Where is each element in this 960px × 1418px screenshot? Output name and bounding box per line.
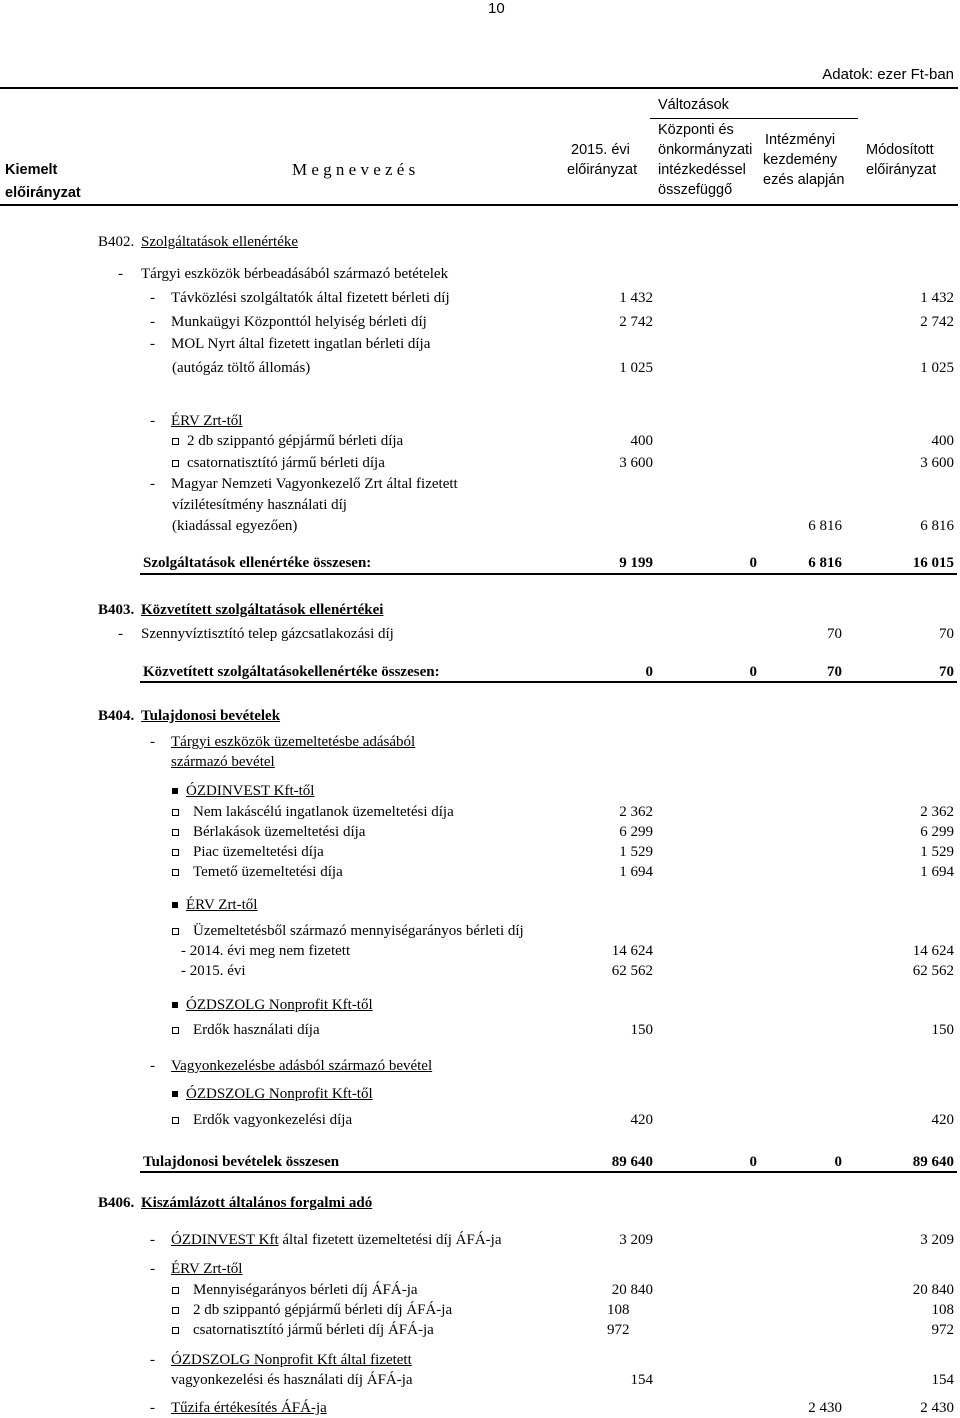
amount-2015: 0 [645, 664, 653, 680]
amount-modified: 1 432 [920, 290, 954, 306]
item-label: Erdők vagyonkezelési díja [193, 1112, 353, 1128]
item-label-rest: által fizetett üzemeltetési díj ÁFÁ-ja [278, 1232, 502, 1248]
line-item [0, 843, 960, 861]
hollow-square-bullet-icon [172, 849, 179, 856]
header-text: előirányzat [5, 185, 81, 201]
amount-modified: 16 015 [912, 555, 954, 571]
filled-square-bullet-icon [172, 1091, 178, 1097]
line-item [0, 823, 960, 841]
line-item [0, 996, 960, 1014]
amount-2015: 420 [630, 1112, 653, 1128]
item-label: Üzemeltetésből származó mennyiségarányos bérleti díj [193, 923, 524, 939]
dash: - [150, 314, 155, 330]
amount-institutional: 70 [827, 626, 842, 642]
item-label: vízilétesítmény használati díj [172, 497, 347, 513]
item-label: Vagyonkezelésbe adásból származó bevétel [171, 1058, 433, 1074]
line-item [0, 922, 960, 940]
amount-central: 0 [749, 555, 757, 571]
dash: - [118, 626, 123, 642]
amount-modified: 2 362 [920, 804, 954, 820]
amount-2015: 1 025 [619, 360, 653, 376]
line-item [0, 1351, 960, 1369]
item-label [171, 1231, 501, 1249]
item-label: Szennyvíztisztító telep gázcsatlakozási díj [141, 626, 394, 642]
dash: - [150, 413, 155, 429]
item-label: (kiadással egyezően) [172, 518, 298, 534]
line-item [0, 289, 960, 307]
item-label: Tűzifa értékesítés ÁFÁ-ja [171, 1400, 327, 1416]
hollow-square-bullet-icon [172, 869, 179, 876]
dash: - [150, 1232, 155, 1248]
section-title: Szolgáltatások ellenértéke [141, 234, 299, 250]
amount-modified: 89 640 [912, 1154, 954, 1170]
item-label: ÉRV Zrt-től [171, 413, 243, 429]
header-text: előirányzat [567, 162, 638, 178]
item-label: Temető üzemeltetési díja [193, 864, 343, 880]
hollow-square-bullet-icon [172, 1307, 179, 1314]
line-item [0, 432, 960, 450]
item-label: Mennyiségarányos bérleti díj ÁFÁ-ja [193, 1282, 418, 1298]
amount-modified: 420 [931, 1112, 954, 1128]
section-title: Kiszámlázott általános forgalmi adó [141, 1195, 373, 1211]
amount-institutional: 6 816 [808, 555, 842, 571]
section-code: B404. [98, 708, 135, 724]
amount-2015: 3 600 [619, 455, 653, 471]
amount-2015: 400 [630, 433, 653, 449]
amount-2015: 20 840 [611, 1282, 653, 1298]
line-item [0, 265, 960, 283]
line-item [0, 962, 960, 980]
amount-institutional: 6 816 [808, 518, 842, 534]
amount-modified: 20 840 [912, 1282, 954, 1298]
amount-2015: 6 299 [619, 824, 653, 840]
amount-2015: 62 562 [611, 963, 653, 979]
filled-square-bullet-icon [172, 788, 178, 794]
line-item [0, 942, 960, 960]
line-item [0, 475, 960, 493]
item-label: Nem lakáscélú ingatlanok üzemeltetési díja [193, 804, 454, 820]
item-label: ÉRV Zrt-től [171, 1261, 243, 1277]
amount-2015: 108 [607, 1302, 630, 1318]
section-heading-b406 [0, 1194, 960, 1212]
amount-central: 0 [749, 1154, 757, 1170]
hollow-square-bullet-icon [172, 1117, 179, 1124]
line-item [0, 1057, 960, 1075]
item-label: - 2014. évi meg nem fizetett [181, 943, 351, 959]
line-item [0, 313, 960, 331]
hollow-square-bullet-icon [172, 928, 179, 935]
amount-modified: 70 [939, 664, 954, 680]
line-item [0, 1301, 960, 1319]
item-label: Munkaügyi Központtól helyiség bérleti díj [171, 314, 427, 330]
item-label: ÉRV Zrt-től [186, 897, 258, 913]
dash: - [150, 336, 155, 352]
amount-2015: 1 529 [619, 844, 653, 860]
header-text: Intézményi [765, 132, 836, 148]
header-text: ezés alapján [763, 172, 845, 188]
amount-modified: 6 299 [920, 824, 954, 840]
dash: - [150, 476, 155, 492]
section-code: B402. [98, 234, 135, 250]
line-item [0, 733, 960, 751]
line-item [0, 782, 960, 800]
header-bottom-rule [0, 204, 958, 206]
amount-modified: 972 [931, 1322, 954, 1338]
dash: - [118, 266, 123, 282]
total-row [0, 1153, 960, 1171]
line-item [0, 896, 960, 914]
item-label: vagyonkezelési és használati díj ÁFÁ-ja [171, 1372, 413, 1388]
amount-2015: 1 432 [619, 290, 653, 306]
amount-institutional: 0 [834, 1154, 842, 1170]
line-item [0, 1399, 960, 1417]
dash: - [150, 1261, 155, 1277]
dash: - [150, 734, 155, 750]
total-rule [140, 573, 957, 575]
line-item [0, 496, 960, 514]
amount-modified: 6 816 [920, 518, 954, 534]
amount-2015: 89 640 [611, 1154, 653, 1170]
header-text: Kiemelt [5, 162, 58, 178]
column-group-header-changes: Változások [658, 97, 729, 113]
item-label: Piac üzemeltetési díja [193, 844, 324, 860]
amount-modified: 14 624 [912, 943, 954, 959]
header-text: összefüggő [658, 182, 733, 198]
dash: - [150, 1352, 155, 1368]
item-label: (autógáz töltő állomás) [172, 360, 311, 376]
total-rule [140, 681, 957, 683]
item-label: 2 db szippantó gépjármű bérleti díj ÁFÁ-ja [193, 1302, 453, 1318]
total-row [0, 554, 960, 572]
amount-modified: 1 694 [920, 864, 954, 880]
amount-modified: 2 430 [920, 1400, 954, 1416]
section-title: Tulajdonosi bevételek [141, 708, 281, 724]
header-text: önkormányzati [658, 142, 753, 158]
column-header-megnevezes: M e g n e v e z é s [292, 160, 416, 179]
changes-group-rule [650, 118, 858, 119]
line-item [0, 753, 960, 771]
line-item [0, 1260, 960, 1278]
item-label: Bérlakások üzemeltetési díja [193, 824, 366, 840]
total-row [0, 663, 960, 681]
amount-modified: 400 [931, 433, 954, 449]
total-label: Közvetített szolgáltatásokellenértéke összesen: [143, 664, 440, 680]
section-code: B406. [98, 1195, 135, 1211]
line-item [0, 412, 960, 430]
hollow-square-bullet-icon [172, 1027, 179, 1034]
line-item [0, 1021, 960, 1039]
header-text: előirányzat [866, 162, 937, 178]
item-label: ÓZDSZOLG Nonprofit Kft által fizetett [171, 1352, 412, 1368]
amount-2015: 154 [630, 1372, 653, 1388]
header-text: intézkedéssel [658, 162, 746, 178]
amount-2015: 2 362 [619, 804, 653, 820]
page-number: 10 [488, 0, 505, 17]
item-label: 2 db szippantó gépjármű bérleti díja [187, 433, 404, 449]
header-text: kezdemény [763, 152, 838, 168]
dash: - [150, 1400, 155, 1416]
filled-square-bullet-icon [172, 1002, 178, 1008]
item-label: Távközlési szolgáltatók által fizetett bérleti díj [171, 290, 450, 306]
amount-2015: 2 742 [619, 314, 653, 330]
filled-square-bullet-icon [172, 902, 178, 908]
line-item [0, 1111, 960, 1129]
item-label: ÓZDSZOLG Nonprofit Kft-től [186, 997, 373, 1013]
amount-modified: 154 [931, 1372, 954, 1388]
amount-modified: 150 [931, 1022, 954, 1038]
item-label: csatornatisztító jármű bérleti díj ÁFÁ-ja [193, 1322, 434, 1338]
hollow-square-bullet-icon [172, 829, 179, 836]
header-text: Központi és [658, 122, 734, 138]
item-label: csatornatisztító jármű bérleti díja [187, 455, 385, 471]
item-label: ÓZDINVEST Kft-től [186, 783, 315, 799]
hollow-square-bullet-icon [172, 1287, 179, 1294]
amount-modified: 3 600 [920, 455, 954, 471]
amount-modified: 62 562 [912, 963, 954, 979]
amount-institutional: 70 [827, 664, 842, 680]
header-top-rule [0, 87, 958, 89]
section-heading-b403 [0, 601, 960, 619]
item-label-underlined: ÓZDINVEST Kft [171, 1232, 279, 1248]
amount-2015: 1 694 [619, 864, 653, 880]
line-item [0, 454, 960, 472]
amount-modified: 1 025 [920, 360, 954, 376]
amount-2015: 9 199 [619, 555, 653, 571]
item-label: Erdők használati díja [193, 1022, 320, 1038]
item-label: MOL Nyrt által fizetett ingatlan bérleti díja [171, 336, 431, 352]
amount-central: 0 [749, 664, 757, 680]
amount-2015: 14 624 [611, 943, 653, 959]
section-code: B403. [98, 602, 135, 618]
total-label: Tulajdonosi bevételek összesen [143, 1154, 340, 1170]
item-label: Tárgyi eszközök bérbeadásából származó betételek [141, 266, 449, 282]
header-text: Módosított [866, 142, 934, 158]
dash: - [150, 1058, 155, 1074]
total-label: Szolgáltatások ellenértéke összesen: [143, 555, 372, 571]
item-label: Magyar Nemzeti Vagyonkezelő Zrt által fizetett [171, 476, 458, 492]
line-item [0, 863, 960, 881]
item-label: ÓZDSZOLG Nonprofit Kft-től [186, 1086, 373, 1102]
dash: - [150, 290, 155, 306]
line-item [0, 517, 960, 535]
section-heading-b404 [0, 707, 960, 725]
amount-2015: 150 [630, 1022, 653, 1038]
line-item [0, 359, 960, 377]
amount-modified: 3 209 [920, 1232, 954, 1248]
line-item [0, 1371, 960, 1389]
amount-2015: 3 209 [619, 1232, 653, 1248]
units-note: Adatok: ezer Ft-ban [822, 66, 954, 83]
hollow-square-bullet-icon [172, 809, 179, 816]
section-title: Közvetített szolgáltatások ellenértékei [141, 602, 384, 618]
header-text: 2015. évi [571, 142, 630, 158]
amount-modified: 108 [931, 1302, 954, 1318]
hollow-square-bullet-icon [172, 1327, 179, 1334]
line-item [0, 1085, 960, 1103]
amount-modified: 1 529 [920, 844, 954, 860]
amount-modified: 2 742 [920, 314, 954, 330]
line-item [0, 625, 960, 643]
section-heading-b402 [0, 233, 960, 251]
amount-modified: 70 [939, 626, 954, 642]
hollow-square-bullet-icon [172, 438, 179, 445]
item-label: Tárgyi eszközök üzemeltetésbe adásából [171, 734, 416, 750]
amount-institutional: 2 430 [808, 1400, 842, 1416]
line-item [0, 335, 960, 353]
hollow-square-bullet-icon [172, 460, 179, 467]
amount-2015: 972 [607, 1322, 630, 1338]
line-item [0, 803, 960, 821]
item-label: származó bevétel [171, 754, 275, 770]
total-rule [140, 1171, 957, 1173]
line-item [0, 1231, 960, 1249]
item-label: - 2015. évi [181, 963, 246, 979]
line-item [0, 1281, 960, 1299]
line-item [0, 1321, 960, 1339]
